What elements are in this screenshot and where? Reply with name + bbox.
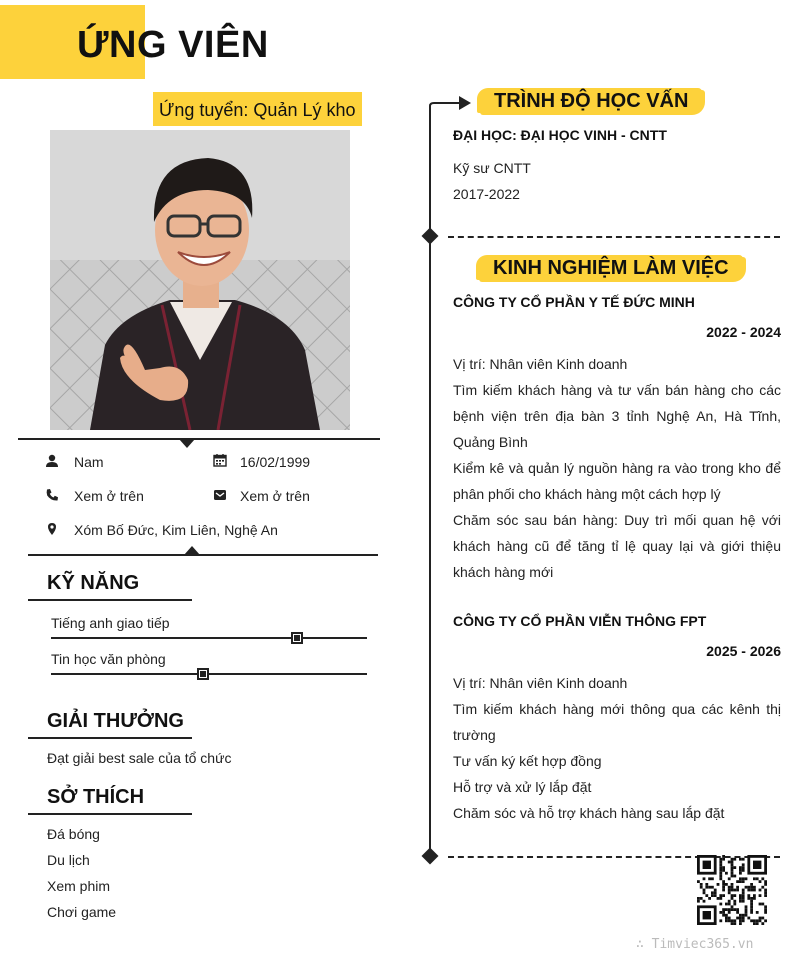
timeline-diamond bbox=[422, 228, 439, 245]
divider-arrow-down bbox=[179, 439, 195, 448]
job-position: Vị trí: Nhân viên Kinh doanh bbox=[453, 675, 628, 691]
email-value: Xem ở trên bbox=[240, 488, 310, 504]
education-title: TRÌNH ĐỘ HỌC VẤN bbox=[480, 88, 702, 115]
qr-code-icon bbox=[697, 855, 767, 925]
job-duty: Chăm sóc và hỗ trợ khách hàng sau lắp đặt bbox=[453, 805, 725, 821]
user-icon bbox=[45, 454, 59, 468]
education-years: 2017-2022 bbox=[453, 186, 520, 202]
timeline-arrow-icon bbox=[428, 92, 474, 116]
award-item: Đạt giải best sale của tổ chức bbox=[47, 750, 232, 766]
email-icon bbox=[213, 488, 227, 502]
awards-title: GIẢI THƯỞNG bbox=[47, 710, 184, 732]
education-school: ĐẠI HỌC: ĐẠI HỌC VINH - CNTT bbox=[453, 127, 667, 143]
skill-bar bbox=[51, 673, 367, 675]
job-duty: Kiểm kê và quản lý nguồn hàng ra vào trong kho để phân phối cho khách hàng một cách hợp lý bbox=[453, 460, 781, 502]
job-years: 2025 - 2026 bbox=[706, 643, 781, 659]
phone-value: Xem ở trên bbox=[74, 488, 144, 504]
job-company: CÔNG TY CỔ PHẦN VIỄN THÔNG FPT bbox=[453, 613, 707, 629]
awards-title-underline bbox=[28, 737, 192, 739]
job-duty: Tìm kiếm khách hàng và tư vấn bán hàng cho các bệnh viện trên địa bàn 3 tỉnh Nghệ An, Hà Tĩnh, Quảng Bình bbox=[453, 382, 781, 450]
skill-name: Tiếng anh giao tiếp bbox=[51, 615, 170, 631]
hobby-item: Chơi game bbox=[47, 904, 117, 920]
education-degree: Kỹ sư CNTT bbox=[453, 160, 531, 176]
map-marker-icon bbox=[45, 522, 59, 536]
hobby-item: Đá bóng bbox=[47, 826, 100, 842]
hobbies-title-underline bbox=[28, 813, 192, 815]
skill-level-knob bbox=[197, 668, 209, 680]
hobby-item: Du lịch bbox=[47, 852, 90, 868]
job-duty: Chăm sóc sau bán hàng: Duy trì mối quan hệ với khách hàng cũ để tăng tỉ lệ quay lại và giới thiệu khách hàng mới bbox=[453, 512, 781, 580]
job-duty: Hỗ trợ và xử lý lắp đặt bbox=[453, 779, 592, 795]
address-value: Xóm Bố Đức, Kim Liên, Nghệ An bbox=[74, 522, 278, 538]
gender-value: Nam bbox=[74, 454, 104, 470]
job-years: 2022 - 2024 bbox=[706, 324, 781, 340]
experience-title: KINH NGHIỆM LÀM VIỆC bbox=[479, 255, 743, 282]
skill-bar bbox=[51, 637, 367, 639]
job-position: Vị trí: Nhân viên Kinh doanh bbox=[453, 356, 628, 372]
skill-level-knob bbox=[291, 632, 303, 644]
skills-title-underline bbox=[28, 599, 192, 601]
hobbies-title: SỞ THÍCH bbox=[47, 786, 145, 808]
timeline-diamond bbox=[422, 848, 439, 865]
photo-divider bbox=[18, 438, 380, 440]
phone-icon bbox=[45, 488, 59, 502]
skills-title: KỸ NĂNG bbox=[47, 572, 140, 594]
dob-value: 16/02/1999 bbox=[240, 454, 311, 470]
info-divider bbox=[28, 554, 378, 556]
apply-position: Ứng tuyển: Quản Lý kho bbox=[153, 92, 362, 126]
timeline-line bbox=[429, 112, 431, 857]
site-watermark: ∴ Timviec365.vn bbox=[636, 937, 754, 952]
skill-name: Tin học văn phòng bbox=[51, 651, 166, 667]
candidate-name: ỨNG VIÊN bbox=[77, 24, 269, 66]
hobby-item: Xem phim bbox=[47, 878, 111, 894]
candidate-photo bbox=[50, 130, 350, 430]
job-company: CÔNG TY CỔ PHẦN Y TẾ ĐỨC MINH bbox=[453, 294, 695, 310]
job-duty: Tư vấn ký kết hợp đồng bbox=[453, 753, 602, 769]
job-duty: Tìm kiếm khách hàng mới thông qua các kênh thị trường bbox=[453, 701, 781, 743]
calendar-icon bbox=[213, 453, 227, 467]
section-dashed-divider bbox=[448, 236, 780, 238]
